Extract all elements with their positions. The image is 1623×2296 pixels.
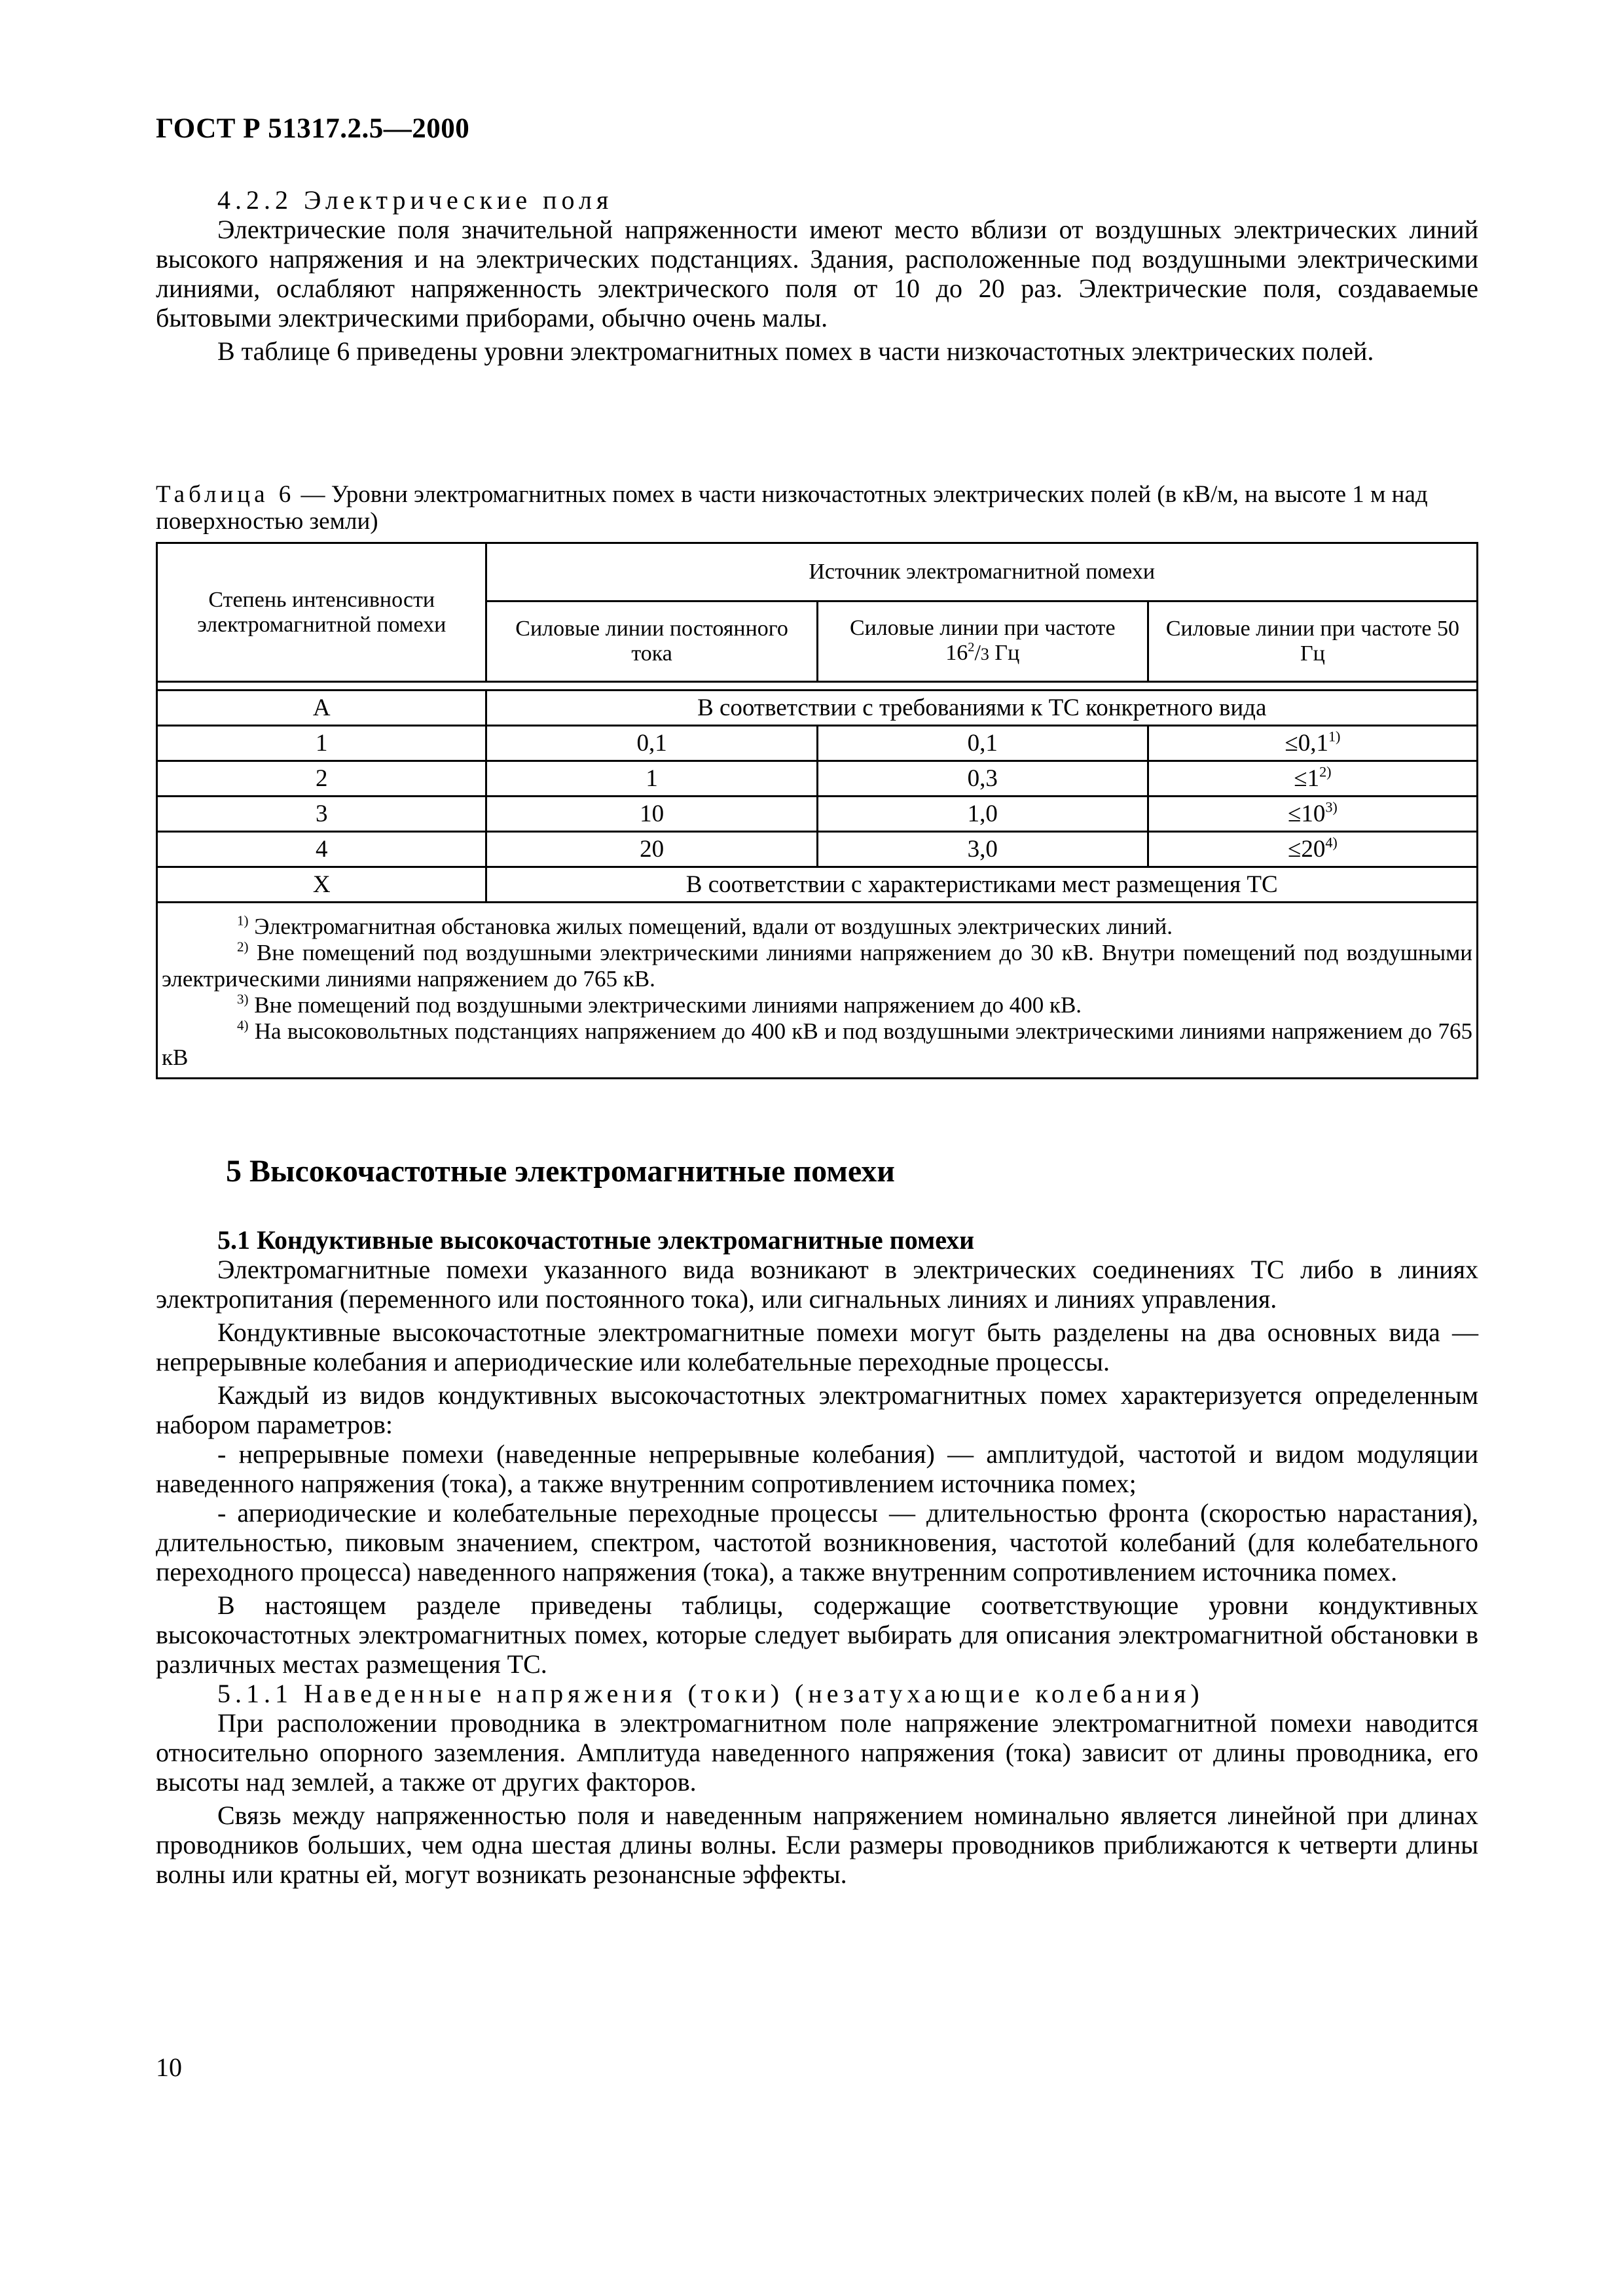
table-caption-text: — Уровни электромагнитных помех в части низкочастотных электрических полей (в кВ/м, на высоте 1 м над поверхностью земли) (156, 481, 1428, 535)
footnote: $^{1)}$ Электромагнитная обстановка жилых помещений, вдали от воздушных электрических линий. (237, 912, 1173, 939)
paragraph: В настоящем разделе приведены таблицы, содержащие соответствующие уровни кондуктивных высокочастотных электромагнитных помех, которые следует выбирать для описания электромагнитной обстановки в различных местах размещения ТС. (156, 1590, 1478, 1679)
f16-cell: 1,0 (817, 797, 1148, 832)
degree-cell: 3 (157, 797, 486, 832)
f16-cell: 3,0 (817, 832, 1148, 867)
f50-cell: $\le 0,1^{1)}$ (1148, 726, 1477, 761)
f50-cell: $\le 20^{4)}$ (1148, 832, 1477, 867)
dc-cell: 0,1 (486, 726, 817, 761)
section-5-body (156, 1225, 1478, 1889)
table-row (157, 797, 1478, 832)
page-number: 10 (156, 2053, 182, 2082)
table-divider (157, 682, 1478, 691)
dc-cell: 10 (486, 797, 817, 832)
footnote: $^{4)}$ На высоковольтных подстанциях напряжением до 400 кВ и под воздушными электрическими линиями напряжением до 765 кВ (162, 1017, 1472, 1070)
subsection-heading: 4.2.2 Электрические поля (217, 185, 613, 215)
document-header: ГОСТ Р 51317.2.5—2000 (156, 113, 470, 144)
degree-cell: 1 (157, 726, 486, 761)
paragraph: Связь между напряженностью поля и наведенным напряжением номинально является линейной при длинах проводников больших, чем одна шестая длины волны. Если размеры проводников приближаются к четверти длины волны или кратны ей, могут возникать резонансные эффекты. (156, 1801, 1478, 1889)
paragraph: Кондуктивные высокочастотные электромагнитные помехи могут быть разделены на два основных вида — непрерывные колебания и апериодические или колебательные переходные процессы. (156, 1318, 1478, 1376)
footnote: $^{2)}$ Вне помещений под воздушными электрическими линиями напряжением до 30 кВ. Внутри помещений под воздушными электрическими линиями напряжением до 765 кВ. (162, 939, 1472, 992)
paragraph: В таблице 6 приведены уровни электромагнитных помех в части низкочастотных электрических полей. (217, 336, 1374, 366)
footnote: $^{3)}$ Вне помещений под воздушными электрическими линиями напряжением до 400 кВ. (237, 991, 1082, 1018)
col-header-50hz-lines: Силовые линии при частоте 50 Гц (1148, 601, 1477, 682)
dc-cell: 20 (486, 832, 817, 867)
paragraph: Каждый из видов кондуктивных высокочастотных электромагнитных помех характеризуется определенным набором параметров: (156, 1380, 1478, 1439)
degree-cell: 2 (157, 761, 486, 797)
table-caption-label: Таблица 6 (156, 481, 295, 508)
merged-cell: В соответствии с характеристиками мест размещения ТС (486, 867, 1478, 903)
table-caption (156, 481, 1478, 535)
section-4-2-2 (156, 185, 1478, 366)
f50-cell: $\le 10^{3)}$ (1148, 797, 1477, 832)
paragraph: При расположении проводника в электромагнитном поле напряжение электромагнитной помехи наводится относительно опорного заземления. Амплитуда наведенного напряжения (тока) зависит от длины проводника, его высоты над землей, а также от других факторов. (156, 1708, 1478, 1797)
col-header-16hz-lines: Силовые линии при частоте $16^2/3$ Гц (817, 601, 1148, 682)
col-header-degree: Степень интенсивности электромагнитной помехи (157, 543, 486, 682)
list-item: - апериодические и колебательные переходные процессы — длительностью фронта (скоростью нарастания), длительностью, пиковым значением, спектром, частотой возникновения, частотой колебаний (для колебательного переходного процесса) наведенного напряжения (тока), а также внутренним сопротивлением источника помех. (156, 1498, 1478, 1587)
table-footnotes (157, 903, 1478, 1079)
paragraph: Электрические поля значительной напряженности имеют место вблизи от воздушных электрических линий высокого напряжения и на электрических подстанциях. Здания, расположенные под воздушными электрическими линиями, ослабляют напряженность электрического поля от 10 до 20 раз. Электрические поля, создаваемые бытовыми электрическими приборами, обычно очень малы. (156, 215, 1478, 332)
f50-cell: $\le 1^{2)}$ (1148, 761, 1477, 797)
list-item: - непрерывные помехи (наведенные непрерывные колебания) — амплитудой, частотой и видом модуляции наведенного напряжения (тока), а также внутренним сопротивлением источника помех; (156, 1439, 1478, 1498)
emission-levels-table (156, 542, 1478, 1079)
f16-cell: 0,1 (817, 726, 1148, 761)
table-row (157, 867, 1478, 903)
subsection-title: 5.1 Кондуктивные высокочастотные электромагнитные помехи (217, 1225, 975, 1255)
col-header-source-group: Источник электромагнитной помехи (486, 543, 1478, 601)
degree-cell: А (157, 691, 486, 726)
subsection-heading: 5.1.1 Наведенные напряжения (токи) (незатухающие колебания) (217, 1679, 1204, 1708)
degree-cell: 4 (157, 832, 486, 867)
col-header-dc-lines: Силовые линии постоянного тока (486, 601, 817, 682)
f16-cell: 0,3 (817, 761, 1148, 797)
degree-cell: Х (157, 867, 486, 903)
table-row (157, 691, 1478, 726)
merged-cell: В соответствии с требованиями к ТС конкретного вида (486, 691, 1478, 726)
table-row (157, 761, 1478, 797)
paragraph: Электромагнитные помехи указанного вида возникают в электрических соединениях ТС либо в линиях электропитания (переменного или постоянного тока), или сигнальных линиях и линиях управления. (156, 1255, 1478, 1314)
table-row (157, 832, 1478, 867)
table-row (157, 726, 1478, 761)
section-title: 5 Высокочастотные электромагнитные помехи (226, 1154, 895, 1189)
dc-cell: 1 (486, 761, 817, 797)
